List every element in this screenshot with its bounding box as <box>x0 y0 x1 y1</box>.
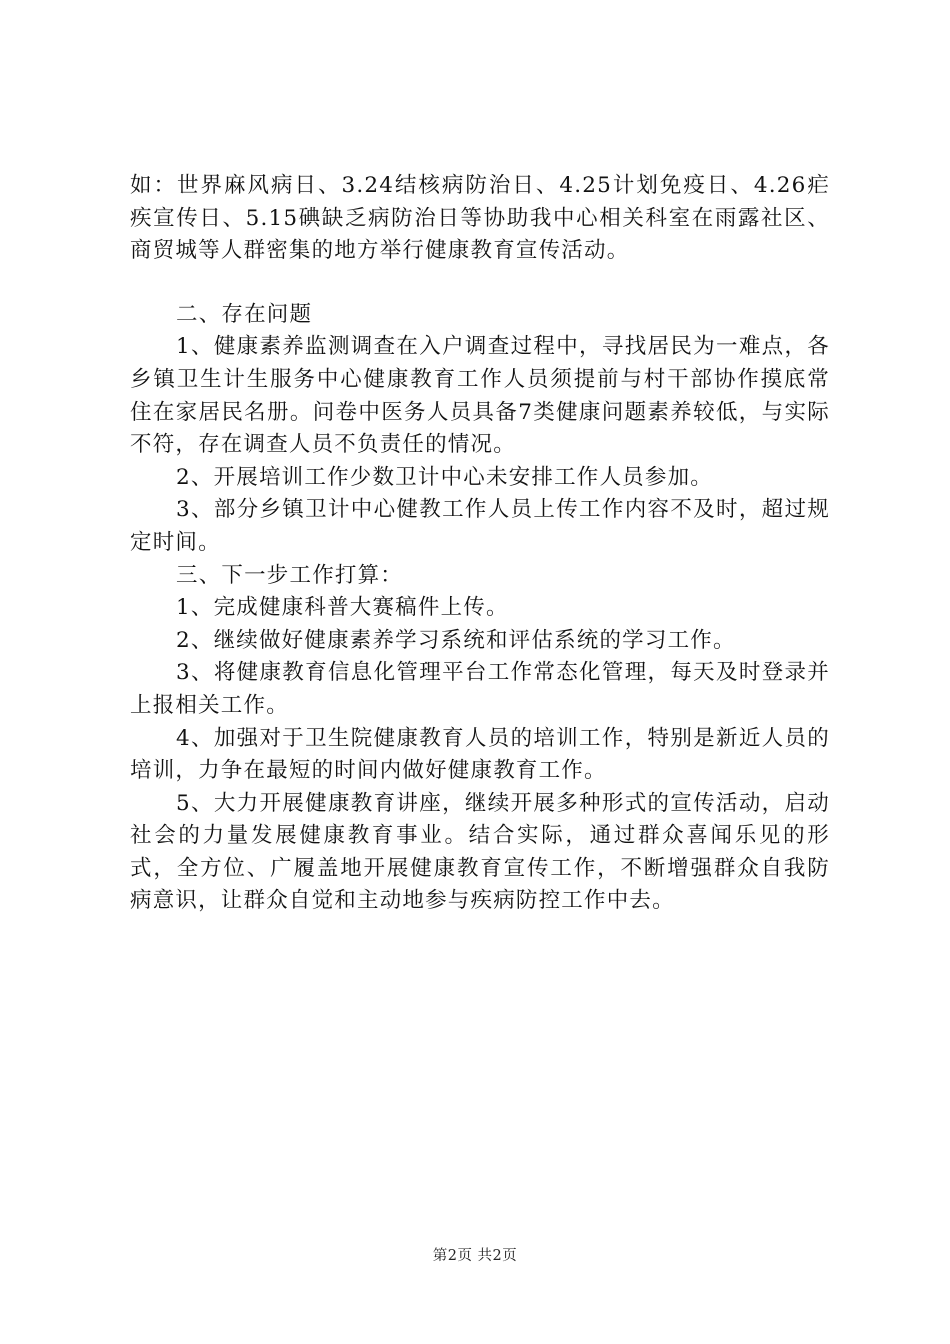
plan-item-4: 4、加强对于卫生院健康教育人员的培训工作，特别是新近人员的培训，力争在最短的时间内做好健康教育工作。 <box>130 725 830 784</box>
section-heading-problems: 二、存在问题 <box>176 301 313 327</box>
plan-item-5: 5、大力开展健康教育讲座，继续开展多种形式的宣传活动，启动社会的力量发展健康教育事业。结合实际，通过群众喜闻乐见的形式，全方位、广履盖地开展健康教育宣传工作，不断增强群众自我防病意识，让群众自觉和主动地参与疾病防控工作中去。 <box>130 790 830 914</box>
problem-item-1: 1、健康素养监测调查在入户调查过程中，寻找居民为一难点，各乡镇卫生计生服务中心健康教育工作人员须提前与村干部协作摸底常住在家居民名册。问卷中医务人员具备7类健康问题素养较低，与实际不符，存在调查人员不负责任的情况。 <box>130 334 830 458</box>
plan-item-2: 2、继续做好健康素养学习系统和评估系统的学习工作。 <box>176 627 736 653</box>
plan-item-3: 3、将健康教育信息化管理平台工作常态化管理，每天及时登录并上报相关工作。 <box>130 660 830 718</box>
problem-item-2: 2、开展培训工作少数卫计中心未安排工作人员参加。 <box>176 464 713 490</box>
paragraph-continuation: 如：世界麻风病日、3.24结核病防治日、4.25计划免疫日、4.26疟疾宣传日、5.15碘缺乏病防治日等协助我中心相关科室在雨露社区、商贸城等人群密集的地方举行健康教育宣传活动。 <box>130 173 830 264</box>
document-body <box>130 170 830 918</box>
problem-item-3: 3、部分乡镇卫计中心健教工作人员上传工作内容不及时，超过规定时间。 <box>130 497 830 555</box>
plan-item-1: 1、完成健康科普大赛稿件上传。 <box>176 595 509 621</box>
section-heading-next-steps: 三、下一步工作打算： <box>176 562 404 588</box>
page-number-footer: 第2页 共2页 <box>432 1248 518 1264</box>
paragraph-gap <box>130 268 830 299</box>
